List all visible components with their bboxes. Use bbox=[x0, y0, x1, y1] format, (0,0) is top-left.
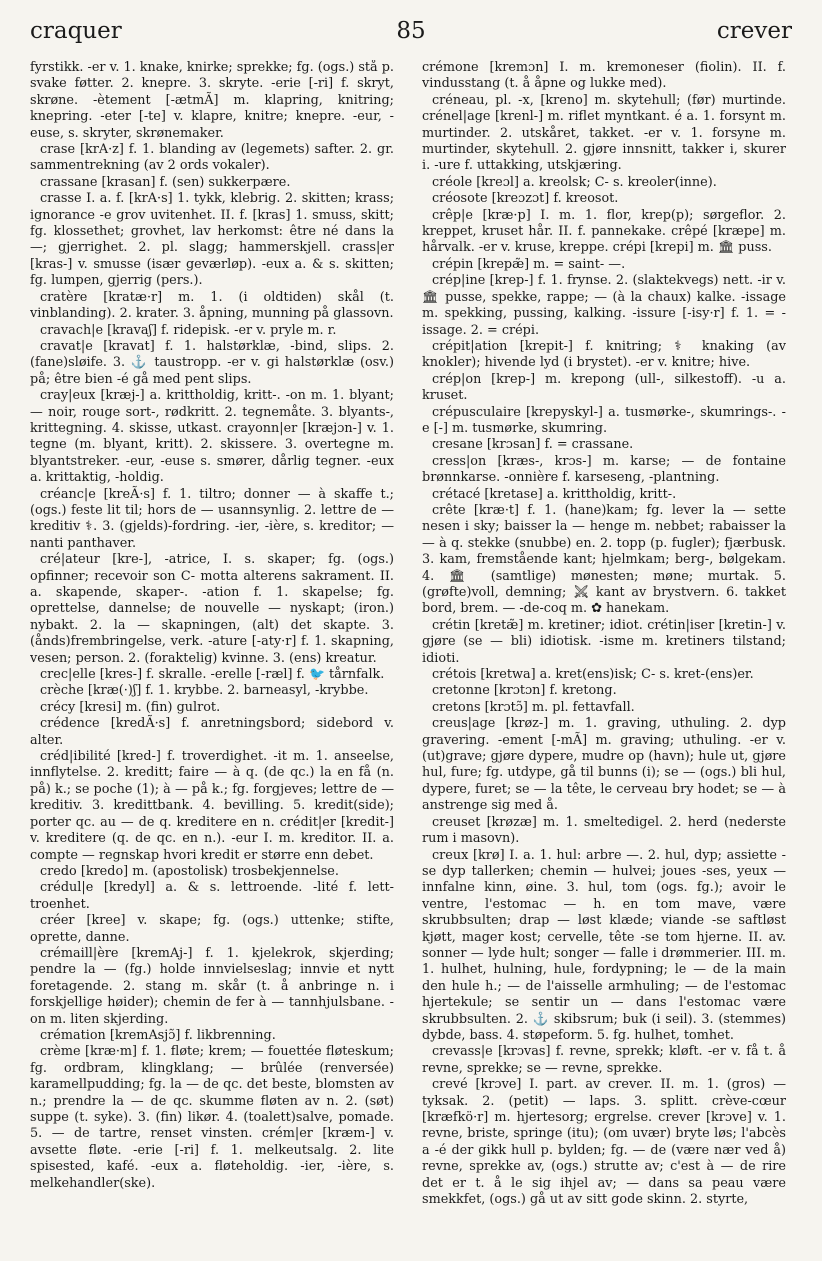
dictionary-columns bbox=[30, 60, 792, 1252]
dictionary-entry: crétin [kretæ̃] m. kretiner; idiot. crétin|iser [kretin-] v. gjøre (se — bli) idiotisk. -isme m. kretiners tilstand; idioti. bbox=[422, 617, 786, 666]
dictionary-entry: crête [kræ·t] f. 1. (hane)kam; fg. lever la — sette nesen i sky; baisser la — henge m. nebbet; rabaisser la — à q. stekke (snubbe) en. 2. topp (p. fugler); fjærbusk. 3. kam, fremstående kant; hjelmkam; berg-, bølgekam. 4. 🏛 (samtlige) mønesten; møne; murtak. 5. (grøfte)voll, demning; ⚔ kant av brystvern. 6. takket bord, brem. — -de-coq m. ✿ hanekam. bbox=[422, 502, 786, 617]
dictionary-entry: créneau, pl. -x, [kreno] m. skytehull; (før) murtinde. crénel|age [krenl-] m. riflet myntkant. é a. 1. forsynt m. murtinder. 2. utskåret, takket. -er v. 1. forsyne m. murtinder, skytehull. 2. gjøre innsnitt, takker i, skurer i. -ure f. uttakking, utskjæring. bbox=[422, 92, 786, 174]
dictionary-entry: crédul|e [kredyl] a. & s. lettroende. -lité f. lett-troenhet. bbox=[30, 880, 394, 912]
dictionary-entry: crémaill|ère [kremAj-] f. 1. kjelekrok, skjerding; pendre la — (fg.) holde innvielseslag; innvie et nytt foretagende. 2. stang m. skår (t. å anbringe n. i forskjellige høider); chemin de fer à — tannhjulsbane. -on m. liten skjerding. bbox=[30, 945, 394, 1027]
page-number: 85 bbox=[396, 18, 426, 44]
dictionary-entry: cravat|e [kravat] f. 1. halstørklæ, -bind, slips. 2. (fane)sløife. 3. ⚓ taustropp. -er v. gi halstørklæ (osv.) på; être bien -é gå med pent slips. bbox=[30, 338, 394, 387]
dictionary-entry: credo [kredo] m. (apostolisk) trosbekjennelse. bbox=[40, 863, 339, 879]
right-column bbox=[422, 60, 786, 1252]
dictionary-entry: créanc|e [kreÃ·s] f. 1. tiltro; donner — à skaffe t.; (ogs.) feste lit til; hors de — usannsynlig. 2. lettre de — kreditiv ⚕. 3. (gjelds)-fordring. -ier, -ière, s. kreditor; — nanti panthaver. bbox=[30, 486, 394, 551]
dictionary-entry: crémone [kremɔn] I. m. kremoneser (fiolin). II. f. vindusstang (t. å åpne og lukke med). bbox=[422, 60, 786, 92]
dictionary-entry: crép|on [krep-] m. krepong (ull-, silkestoff). -u a. kruset. bbox=[422, 371, 786, 404]
dictionary-entry: cretonne [krɔtɔn] f. kretong. bbox=[432, 683, 617, 699]
dictionary-entry: creus|age [krøz-] m. 1. graving, uthuling. 2. dyp gravering. -ement [-mÃ] m. graving; uthuling. -er v. (ut)grave; gjøre dypere, mudre op (havn); hule ut, gjøre hul, fure; fg. utdype, gå til bunns (i); se — (ogs.) bli hul, dypere, furet; se — la tête, le cerveau bry hodet; se — à anstrenge sig med å. bbox=[422, 716, 786, 814]
dictionary-entry: crép|ine [krep-] f. 1. frynse. 2. (slaktekvegs) nett. -ir v. 🏛 pusse, spekke, rappe; — (à la chaux) kalke. -issage m. spekking, pussing, kalking. -issure [-isy·r] f. 1. = -issage. 2. = crépi. bbox=[422, 273, 786, 338]
left-column bbox=[30, 60, 394, 1252]
dictionary-entry: cratère [kratæ·r] m. 1. (i oldtiden) skål (t. vinblanding). 2. krater. 3. åpning, munning på glassovn. bbox=[30, 289, 394, 322]
dictionary-entry: crème [kræ·m] f. 1. fløte; krem; — fouettée fløteskum; fg. ordbram, klingklang; — brûlée (renversée) karamellpudding; fg. la — de qc. det beste, blomsten av n.; prendre la — de qc. skumme fløten av n. 2. (søt) suppe (t. syke). 3. (fin) likør. 4. (toalett)salve, pomade. 5. — de tartre, renset vinsten. crém|er [kræm-] v. avsette fløte. -erie [-ri] f. 1. melkeutsalg. 2. lite spisested, kafé. -eux a. fløteholdig. -ier, -ière, s. melkehandler(ske). bbox=[30, 1044, 394, 1191]
dictionary-entry: crèche [kræ(·)ʃ] f. 1. krybbe. 2. barneasyl, -krybbe. bbox=[40, 683, 369, 699]
dictionary-entry: crasse I. a. f. [krA·s] 1. tykk, klebrig. 2. skitten; krass; ignorance -e grov uvitenhet. II. f. [kras] 1. smuss, skitt; fg. klossethet; grovhet, lav herkomst: être né dans la —; gjerrighet. 2. pl. slagg; hammerskjell. crass|er [kras-] v. smusse (især geværløp). -eux a. & s. skitten; fg. lumpen, gjerrig (pers.). bbox=[30, 191, 394, 289]
dictionary-entry: crevass|e [krɔvas] f. revne, sprekk; kløft. -er v. få t. å revne, sprekke; se — revne, sprekke. bbox=[422, 1044, 786, 1076]
dictionary-entry: crase [krA·z] f. 1. blanding av (legemets) safter. 2. gr. sammentrekning (av 2 ords vokaler). bbox=[30, 142, 394, 174]
dictionary-entry: fyrstikk. -er v. 1. knake, knirke; sprekke; fg. (ogs.) stå p. svake føtter. 2. knepre. 3. skryte. -erie [-ri] f. skryt, skrøne. -ètement [-ætmÃ] m. klapring, knitring; knepring. -eter [-te] v. klapre, knitre; knepre. -eur, -euse, s. skryter, skrønemaker. bbox=[30, 60, 394, 141]
dictionary-entry: crétois [kretwa] a. kret(ens)isk; C- s. kret-(ens)er. bbox=[432, 667, 754, 683]
dictionary-entry: cretons [krɔtɔ̃] m. pl. fettavfall. bbox=[432, 699, 635, 715]
dictionary-entry: créosote [kreɔzɔt] f. kreosot. bbox=[432, 191, 619, 207]
dictionary-entry: crémation [kremAsjɔ̃] f. likbrenning. bbox=[40, 1027, 276, 1043]
dictionary-entry: cresane [krɔsan] f. = crassane. bbox=[432, 437, 634, 453]
dictionary-entry: cress|on [kræs-, krɔs-] m. karse; — de fontaine brønnkarse. -onnière f. karseseng, -plantning. bbox=[422, 453, 786, 486]
left-guide-word: craquer bbox=[30, 18, 122, 44]
dictionary-entry: crédence [kredÃ·s] f. anretningsbord; sidebord v. alter. bbox=[30, 716, 394, 748]
dictionary-entry: crétacé [kretase] a. krittholdig, kritt-. bbox=[432, 486, 677, 502]
right-guide-word: crever bbox=[716, 18, 792, 44]
dictionary-entry: crécy [kresi] m. (fin) gulrot. bbox=[40, 699, 221, 715]
dictionary-entry: crêp|e [kræ·p] I. m. 1. flor, krep(p); sørgeflor. 2. kreppet, kruset hår. II. f. pannekake. crêpé [kræpe] m. hårvalk. -er v. kruse, kreppe. crépi [krepi] m. 🏛 puss. bbox=[422, 207, 786, 256]
dictionary-entry: crépusculaire [krepyskyl-] a. tusmørke-, skumrings-. -e [-] m. tusmørke, skumring. bbox=[422, 404, 786, 436]
dictionary-entry: cré|ateur [kre-], -atrice, I. s. skaper; fg. (ogs.) opfinner; recevoir son C- motta alterens sakrament. II. a. skapende, skaper-. -ation f. 1. skapelse; fg. oprettelse, dannelse; de nouvelle — nyskapt; (iron.) nybakt. 2. la — skapningen, (alt) det skapte. 3. (ånds)frembringelse, verk. -ature [-aty·r] f. 1. skapning, vesen; person. 2. (foraktelig) kvinne. 3. (ens) kreatur. bbox=[30, 552, 394, 666]
dictionary-entry: crevé [krɔve] I. part. av crever. II. m. 1. (gros) — tyksak. 2. (petit) — laps. 3. splitt. crève-cœur [kræfkö·r] m. hjertesorg; ergrelse. crever [krɔve] v. 1. revne, briste, springe (itu); (om uvær) bryte løs; l'abcès a -é der gikk hull p. bylden; fg. — de (være nær ved å) revne, sprekke av, (ogs.) strutte av; c'est à — de rire det er t. å le sig ihjel av; — dans sa peau være smekkfet, (ogs.) gå ut av sitt gode skinn. 2. styrte, bbox=[422, 1077, 786, 1208]
page-header bbox=[30, 18, 792, 54]
dictionary-entry: cray|eux [kræj-] a. krittholdig, kritt-. -on m. 1. blyant; — noir, rouge sort-, rødkritt. 2. tegnemåte. 3. blyants-, krittegning. 4. skisse, utkast. crayonn|er [kræjɔn-] v. 1. tegne (m. blyant, kritt). 2. skissere. 3. overtegne m. blyantstreker. -eur, -euse s. smører, dårlig tegner. -eux a. krittaktig, -holdig. bbox=[30, 388, 394, 486]
dictionary-entry: crépit|ation [krepit-] f. knitring; ⚕ knaking (av knokler); hivende lyd (i brystet). -er v. knitre; hive. bbox=[422, 338, 786, 371]
dictionary-entry: crépin [krepæ̃] m. = saint- —. bbox=[432, 256, 626, 272]
dictionary-entry: creuset [krøzæ] m. 1. smeltedigel. 2. herd (nederste rum i masovn). bbox=[422, 814, 786, 847]
dictionary-entry: créd|ibilité [kred-] f. troverdighet. -it m. 1. anseelse, innflytelse. 2. kreditt; faire — à q. (de qc.) la en få (n. på) k.; se poche (1); à — på k.; fg. forgjeves; lettre de — kreditiv. 3. kredittbank. 4. bevilling. 5. kredit(side); porter qc. au — de q. kreditere en n. crédit|er [kredit-] v. kreditere (q. de qc. en n.). -eur I. m. kreditor. II. a. compte — regnskap hvori kredit er større enn debet. bbox=[30, 749, 394, 863]
dictionary-entry: créole [kreɔl] a. kreolsk; C- s. kreoler(inne). bbox=[432, 174, 717, 190]
dictionary-entry: crec|elle [kres-] f. skralle. -erelle [-ræl] f. 🐦 tårnfalk. bbox=[40, 667, 385, 683]
dictionary-entry: créer [kree] v. skape; fg. (ogs.) uttenke; stifte, oprette, danne. bbox=[30, 913, 394, 945]
dictionary-entry: cravach|e [kravaʃ] f. ridepisk. -er v. pryle m. r. bbox=[40, 322, 337, 338]
dictionary-entry: creux [krø] I. a. 1. hul: arbre —. 2. hul, dyp; assiette -se dyp tallerken; chemin — hulvei; joues -ses, yeux — innfalne kinn, øine. 3. hul, tom (ogs. fg.); avoir le ventre, l'estomac — h. en tom mave, være skrubbsulten; drap — løst klæde; viande -se saftløst kjøtt, mager kost; cervelle, tête -se tom hjerne. II. av. sonner — lyde hult; songer — falle i drømmerier. III. m. 1. hulhet, hulning, hule, fordypning; le — de la main den hule h.; — de l'aisselle armhuling; — de l'estomac hjertekule; se sentir un — dans l'estomac være skrubbsulten. 2. ⚓ skibsrum; buk (i seil). 3. (stemmes) dybde, bass. 4. støpeform. 5. fg. hulhet, tomhet. bbox=[422, 847, 786, 1043]
dictionary-entry: crassane [krasan] f. (sen) sukkerpære. bbox=[40, 174, 291, 190]
